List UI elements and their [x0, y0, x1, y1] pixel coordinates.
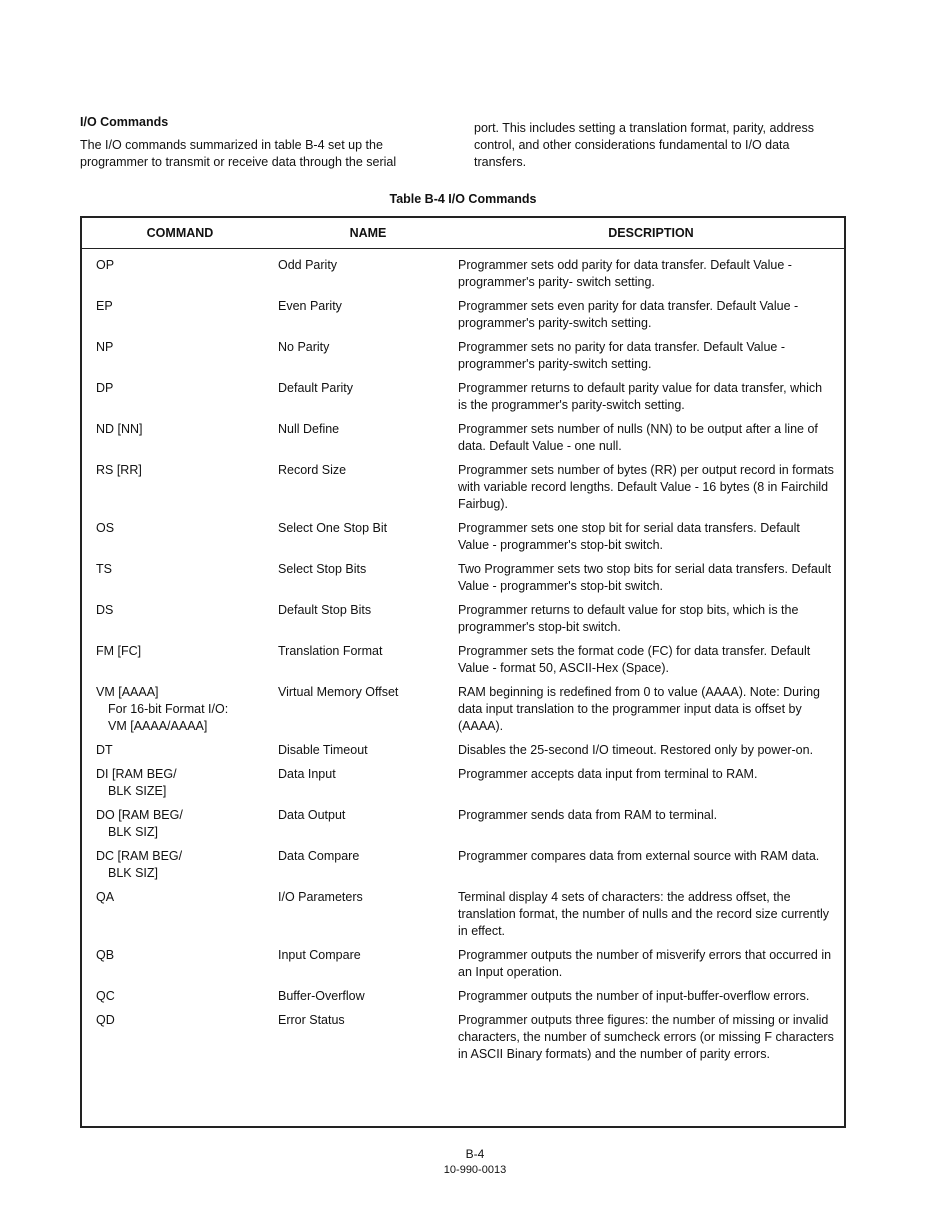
page-footer — [0, 1146, 950, 1178]
description-cell: Two Programmer sets two stop bits for serial data transfers. Default Value - programmer's stop-bit switch. — [458, 562, 832, 593]
table-body — [82, 249, 844, 1063]
command-text: OP — [96, 258, 115, 272]
command-cell — [82, 947, 278, 981]
description-cell: Programmer accepts data input from terminal to RAM. — [458, 767, 758, 781]
intro-paragraph-left: The I/O commands summarized in table B-4 set up the programmer to transmit or receive data through the serial — [80, 138, 397, 169]
name-cell: Select One Stop Bit — [278, 521, 388, 535]
name-cell: Default Stop Bits — [278, 603, 372, 617]
table-row — [82, 889, 844, 940]
command-cell — [82, 742, 278, 759]
description-cell: Programmer outputs three figures: the number of missing or invalid characters, the number of sumcheck errors (or missing F characters in ASCII Binary formats) and the number of parity errors. — [458, 1013, 834, 1061]
table-row — [82, 257, 844, 291]
description-cell: Programmer sets one stop bit for serial data transfers. Default Value - programmer's stop-bit switch. — [458, 521, 800, 552]
table-row — [82, 684, 844, 735]
table-row — [82, 807, 844, 841]
command-cell — [82, 339, 278, 373]
command-text: DC [RAM BEG/ — [96, 849, 183, 863]
command-cell — [82, 848, 278, 882]
description-cell: Programmer sets even parity for data transfer. Default Value - programmer's parity-switch setting. — [458, 299, 799, 330]
command-cell — [82, 643, 278, 677]
header-name: NAME — [349, 226, 387, 240]
name-cell: Select Stop Bits — [278, 562, 367, 576]
command-cell — [82, 298, 278, 332]
table-row — [82, 462, 844, 513]
description-cell: Programmer sets number of nulls (NN) to be output after a line of data. Default Value - one null. — [458, 422, 818, 453]
command-cell — [82, 807, 278, 841]
command-text: DT — [96, 743, 113, 757]
name-cell: Input Compare — [278, 948, 361, 962]
table-row — [82, 988, 844, 1005]
name-cell: Data Compare — [278, 849, 360, 863]
table-row — [82, 298, 844, 332]
table-row — [82, 602, 844, 636]
command-text: DI [RAM BEG/ — [96, 767, 177, 781]
intro-left-column — [80, 114, 440, 171]
table-row — [82, 643, 844, 677]
command-text: For 16-bit Format I/O: — [108, 702, 229, 716]
name-cell: Odd Parity — [278, 258, 338, 272]
name-cell: Disable Timeout — [278, 743, 368, 757]
name-cell: Buffer-Overflow — [278, 989, 365, 1003]
table-row — [82, 766, 844, 800]
page-number: B-4 — [465, 1147, 485, 1161]
command-text: ND [NN] — [96, 422, 143, 436]
description-cell: Programmer sets odd parity for data transfer. Default Value - programmer's parity- switch setting. — [458, 258, 792, 289]
command-cell — [82, 889, 278, 940]
header-command: COMMAND — [146, 226, 214, 240]
name-cell: Null Define — [278, 422, 340, 436]
command-cell — [82, 462, 278, 513]
command-cell — [82, 257, 278, 291]
command-cell — [82, 766, 278, 800]
command-cell — [82, 602, 278, 636]
command-text: DS — [96, 603, 114, 617]
name-cell: Translation Format — [278, 644, 383, 658]
command-text: QA — [96, 890, 115, 904]
name-cell: Data Output — [278, 808, 346, 822]
name-cell: Virtual Memory Offset — [278, 685, 399, 699]
command-cell — [82, 520, 278, 554]
name-cell: Error Status — [278, 1013, 345, 1027]
command-text: BLK SIZ] — [108, 866, 159, 880]
description-cell: Programmer sends data from RAM to terminal. — [458, 808, 718, 822]
command-text: DO [RAM BEG/ — [96, 808, 183, 822]
table-row — [82, 1012, 844, 1063]
header-description: DESCRIPTION — [608, 226, 694, 240]
description-cell: Programmer sets number of bytes (RR) per output record in formats with variable record lengths. Default Value - 16 bytes (8 in Fairchild Fairbug). — [458, 463, 834, 511]
description-cell: Programmer sets the format code (FC) for data transfer. Default Value - format 50, ASCII-Hex (Space). — [458, 644, 811, 675]
command-cell — [82, 684, 278, 735]
command-cell — [82, 421, 278, 455]
table-row — [82, 947, 844, 981]
table-header — [82, 218, 844, 249]
name-cell: No Parity — [278, 340, 330, 354]
command-text: VM [AAAA] — [96, 685, 159, 699]
description-cell: Disables the 25-second I/O timeout. Restored only by power-on. — [458, 743, 814, 757]
name-cell: Even Parity — [278, 299, 342, 313]
command-text: BLK SIZE] — [108, 784, 167, 798]
description-cell: Programmer returns to default value for stop bits, which is the programmer's stop-bit switch. — [458, 603, 799, 634]
name-cell: I/O Parameters — [278, 890, 363, 904]
command-text: RS [RR] — [96, 463, 142, 477]
command-cell — [82, 561, 278, 595]
description-cell: Programmer sets no parity for data transfer. Default Value - programmer's parity-switch setting. — [458, 340, 785, 371]
document-number: 10-990-0013 — [443, 1164, 507, 1176]
description-cell: Programmer outputs the number of input-buffer-overflow errors. — [458, 989, 810, 1003]
table-row — [82, 742, 844, 759]
description-cell: Terminal display 4 sets of characters: the address offset, the translation format, the number of nulls and the record size currently in effect. — [458, 890, 830, 938]
command-cell — [82, 380, 278, 414]
name-cell: Default Parity — [278, 381, 354, 395]
command-text: TS — [96, 562, 112, 576]
name-cell: Data Input — [278, 767, 336, 781]
io-commands-table — [80, 216, 846, 1128]
command-text: DP — [96, 381, 114, 395]
table-row — [82, 380, 844, 414]
command-text: BLK SIZ] — [108, 825, 159, 839]
command-text: VM [AAAA/AAAA] — [108, 719, 208, 733]
command-cell — [82, 1012, 278, 1063]
table-title: Table B-4 I/O Commands — [389, 192, 537, 206]
command-text: OS — [96, 521, 115, 535]
intro-paragraph-right: port. This includes setting a translation format, parity, address control, and other considerations fundamental to I/O data transfers. — [474, 121, 814, 169]
command-text: QB — [96, 948, 115, 962]
description-cell: Programmer returns to default parity value for data transfer, which is the programmer's parity-switch setting. — [458, 381, 823, 412]
table-row — [82, 848, 844, 882]
command-text: QC — [96, 989, 115, 1003]
table-row — [82, 339, 844, 373]
description-cell: RAM beginning is redefined from 0 to value (AAAA). Note: During data input translation to the programmer input data is offset by (AAAA). — [458, 685, 820, 733]
command-text: NP — [96, 340, 114, 354]
table-row — [82, 421, 844, 455]
command-cell — [82, 988, 278, 1005]
table-row — [82, 561, 844, 595]
name-cell: Record Size — [278, 463, 347, 477]
command-text: QD — [96, 1013, 115, 1027]
table-row — [82, 520, 844, 554]
description-cell: Programmer compares data from external source with RAM data. — [458, 849, 820, 863]
command-text: FM [FC] — [96, 644, 142, 658]
description-cell: Programmer outputs the number of misverify errors that occurred in an Input operation. — [458, 948, 832, 979]
command-text: EP — [96, 299, 113, 313]
section-heading: I/O Commands — [80, 115, 169, 129]
